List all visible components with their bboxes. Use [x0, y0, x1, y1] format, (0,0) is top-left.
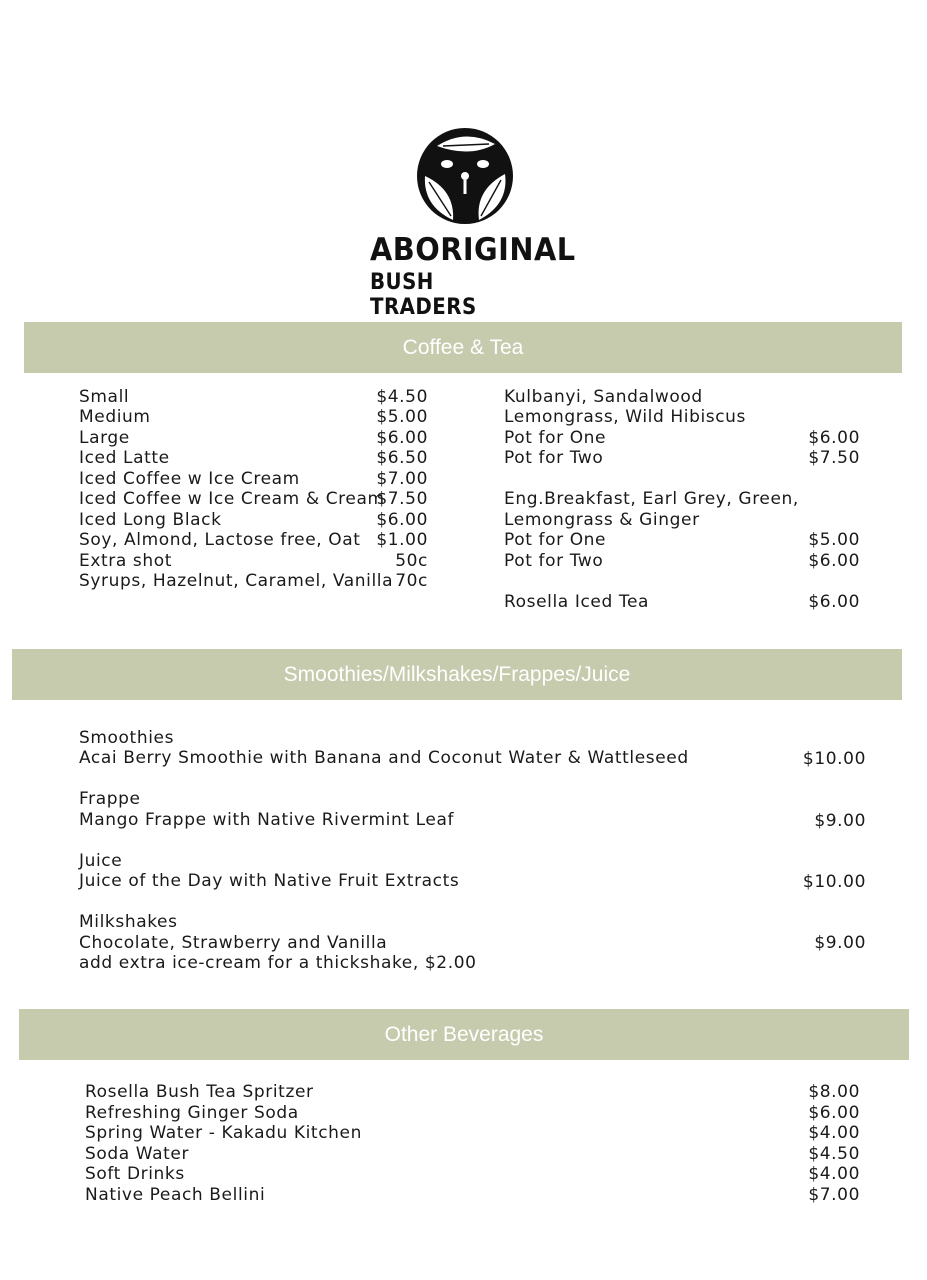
menu-item-price: $4.50: [376, 387, 428, 407]
menu-item-name: Iced Coffee w Ice Cream: [79, 469, 300, 489]
brand-logo: [370, 120, 576, 320]
tea-group-title: Eng.Breakfast, Earl Grey, Green,: [504, 489, 799, 509]
menu-item-price: $5.00: [808, 530, 860, 550]
menu-item-price: $4.00: [808, 1164, 860, 1184]
menu-item-price: $7.00: [376, 469, 428, 489]
menu-group-heading: Smoothies: [79, 728, 175, 748]
menu-item-name: Iced Coffee w Ice Cream & Cream: [79, 489, 385, 509]
section-header-coffee-tea: Coffee & Tea: [24, 322, 902, 373]
menu-item-note: add extra ice-cream for a thickshake, $2.00: [79, 953, 477, 973]
menu-item-price: $6.00: [808, 592, 860, 612]
menu-item-price: $7.00: [808, 1185, 860, 1205]
menu-item-name: Soda Water: [85, 1144, 190, 1164]
menu-item-name: Large: [79, 428, 130, 448]
menu-item-name: Rosella Bush Tea Spritzer: [85, 1082, 314, 1102]
menu-item-price: $6.00: [376, 428, 428, 448]
menu-item-price: 70c: [395, 571, 428, 591]
logo-mark-icon: [415, 126, 515, 226]
menu-item-price: $5.00: [376, 407, 428, 427]
menu-item-name: Pot for Two: [504, 448, 604, 468]
menu-item-price: $4.50: [808, 1144, 860, 1164]
menu-item-name: Small: [79, 387, 130, 407]
tea-group-title: Kulbanyi, Sandalwood: [504, 387, 703, 407]
menu-item-price: 50c: [395, 551, 428, 571]
menu-item-price: $10.00: [802, 872, 866, 892]
menu-item-name: Syrups, Hazelnut, Caramel, Vanilla: [79, 571, 394, 591]
menu-item-price: $9.00: [814, 811, 866, 831]
menu-item-name: Soy, Almond, Lactose free, Oat: [79, 530, 361, 550]
menu-item-name: Native Peach Bellini: [85, 1185, 266, 1205]
menu-item-price: $6.00: [808, 551, 860, 571]
menu-item-name: Chocolate, Strawberry and Vanilla: [79, 933, 388, 953]
section-header-other: Other Beverages: [19, 1009, 909, 1060]
menu-item-price: $6.00: [808, 1103, 860, 1123]
menu-item-name: Pot for One: [504, 530, 607, 550]
menu-item-price: $6.50: [376, 448, 428, 468]
menu-item-name: Iced Latte: [79, 448, 170, 468]
menu-group-heading: Milkshakes: [79, 912, 178, 932]
tea-group-title: Lemongrass & Ginger: [504, 510, 700, 530]
section-header-smoothies: Smoothies/Milkshakes/Frappes/Juice: [12, 649, 902, 700]
menu-item-name: Refreshing Ginger Soda: [85, 1103, 299, 1123]
menu-item-price: $7.50: [808, 448, 860, 468]
menu-item-price: $9.00: [814, 933, 866, 953]
menu-item-name: Pot for One: [504, 428, 607, 448]
menu-item-price: $1.00: [376, 530, 428, 550]
brand-line-1: ABORIGINAL: [370, 232, 576, 268]
menu-item-name: Pot for Two: [504, 551, 604, 571]
menu-item-price: $4.00: [808, 1123, 860, 1143]
menu-item-name: Medium: [79, 407, 151, 427]
menu-item-name: Iced Long Black: [79, 510, 222, 530]
menu-item-price: $7.50: [376, 489, 428, 509]
menu-item-price: $6.00: [808, 428, 860, 448]
menu-item-name: Acai Berry Smoothie with Banana and Coconut Water & Wattleseed: [79, 748, 689, 768]
menu-item-name: Extra shot: [79, 551, 172, 571]
menu-item-price: $6.00: [376, 510, 428, 530]
menu-group-heading: Juice: [79, 851, 123, 871]
menu-item-name: Juice of the Day with Native Fruit Extracts: [79, 871, 460, 891]
menu-item-name: Rosella Iced Tea: [504, 592, 650, 612]
tea-group-title: Lemongrass, Wild Hibiscus: [504, 407, 747, 427]
menu-item-name: Mango Frappe with Native Rivermint Leaf: [79, 810, 455, 830]
menu-item-price: $8.00: [808, 1082, 860, 1102]
menu-item-price: $10.00: [802, 749, 866, 769]
menu-group-heading: Frappe: [79, 789, 141, 809]
menu-item-name: Soft Drinks: [85, 1164, 185, 1184]
brand-line-2: BUSH TRADERS: [370, 270, 477, 320]
menu-item-name: Spring Water - Kakadu Kitchen: [85, 1123, 362, 1143]
